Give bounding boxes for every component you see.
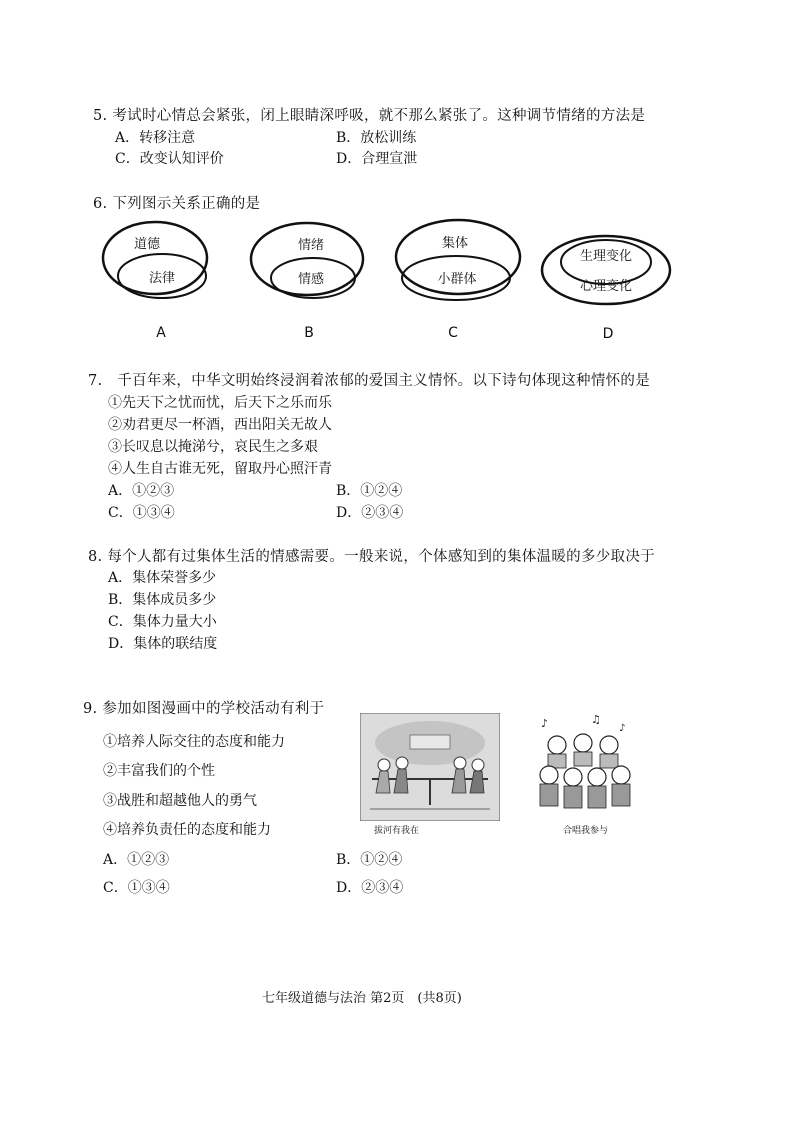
diagram-a [103, 222, 207, 341]
q7-option-d: D．②③④ [336, 505, 404, 521]
diagram-d [542, 236, 670, 342]
q9-item-1: ①培养人际交往的态度和能力 [103, 734, 285, 750]
diagram-d-inner-label: 心理变化 [579, 279, 633, 294]
diagram-b-inner-label: 情感 [297, 272, 325, 287]
q9-item-3: ③战胜和超越他人的勇气 [103, 793, 257, 809]
tug-of-war-cartoon [360, 713, 500, 821]
q9-option-b: B．①②④ [336, 852, 403, 868]
diagram-c [396, 220, 520, 341]
choir-caption: 合唱我参与 [563, 826, 609, 836]
choir-cartoon [535, 713, 635, 818]
diagram-a-letter: A [156, 325, 166, 341]
q8-option-d: D．集体的联结度 [108, 636, 218, 652]
q7-option-a: A．①②③ [108, 483, 175, 499]
q7-option-b: B．①②④ [336, 483, 403, 499]
q7-item-4: ④人生自古谁无死，留取丹心照汗青 [108, 461, 332, 477]
q5-option-d: D．合理宣泄 [336, 151, 418, 167]
q5-option-b: B．放松训练 [336, 130, 417, 146]
diagram-a-outer-label: 道德 [133, 237, 161, 252]
q8-stem: 8. 每个人都有过集体生活的情感需要。一般来说，个体感知到的集体温暖的多少取决于 [88, 549, 655, 565]
diagram-d-outer-label: 生理变化 [579, 249, 633, 264]
q5-option-a: A．转移注意 [115, 130, 196, 146]
diagram-b [251, 223, 363, 341]
q7-item-2: ②劝君更尽一杯酒，西出阳关无故人 [108, 417, 332, 433]
diagram-c-outer-label: 集体 [441, 236, 469, 251]
q7-stem: 7. 千百年来，中华文明始终浸润着浓郁的爱国主义情怀。以下诗句体现这种情怀的是 [88, 373, 651, 389]
q7-item-1: ①先天下之忧而忧，后天下之乐而乐 [108, 395, 332, 411]
q6-diagram-svg [95, 218, 675, 348]
diagram-a-inner-label: 法律 [148, 271, 176, 286]
q7-option-c: C．①③④ [108, 505, 175, 521]
q9-stem: 9. 参加如图漫画中的学校活动有利于 [83, 701, 325, 717]
q9-option-c: C．①③④ [103, 880, 170, 896]
diagram-d-letter: D [602, 326, 614, 342]
q5-option-c: C．改变认知评价 [115, 151, 224, 167]
q8-option-a: A．集体荣誉多少 [108, 570, 217, 586]
music-note-icon: ♪ [541, 717, 549, 730]
q8-option-b: B．集体成员多少 [108, 592, 217, 608]
music-note-icon: ♫ [591, 713, 601, 726]
diagram-c-letter: C [448, 325, 458, 341]
q6-stem: 6. 下列图示关系正确的是 [93, 196, 261, 212]
music-note-icon: ♪ [619, 723, 626, 734]
diagram-b-letter: B [304, 325, 314, 341]
q9-item-2: ②丰富我们的个性 [103, 763, 215, 779]
q9-item-4: ④培养负责任的态度和能力 [103, 822, 271, 838]
q5-stem: 5. 考试时心情总会紧张，闭上眼睛深呼吸，就不那么紧张了。这种调节情绪的方法是 [93, 108, 646, 124]
q9-option-d: D．②③④ [336, 880, 404, 896]
q7-item-3: ③长叹息以掩涕兮，哀民生之多艰 [108, 439, 318, 455]
q9-option-a: A．①②③ [103, 852, 170, 868]
diagram-c-inner-label: 小群体 [437, 272, 477, 287]
page-footer: 七年级道德与法治 第2页 (共8页) [262, 991, 462, 1006]
q6-diagrams [95, 218, 675, 348]
tug-of-war-caption: 拔河有我在 [374, 826, 420, 836]
diagram-b-outer-label: 情绪 [297, 238, 325, 253]
q8-option-c: C．集体力量大小 [108, 614, 217, 630]
